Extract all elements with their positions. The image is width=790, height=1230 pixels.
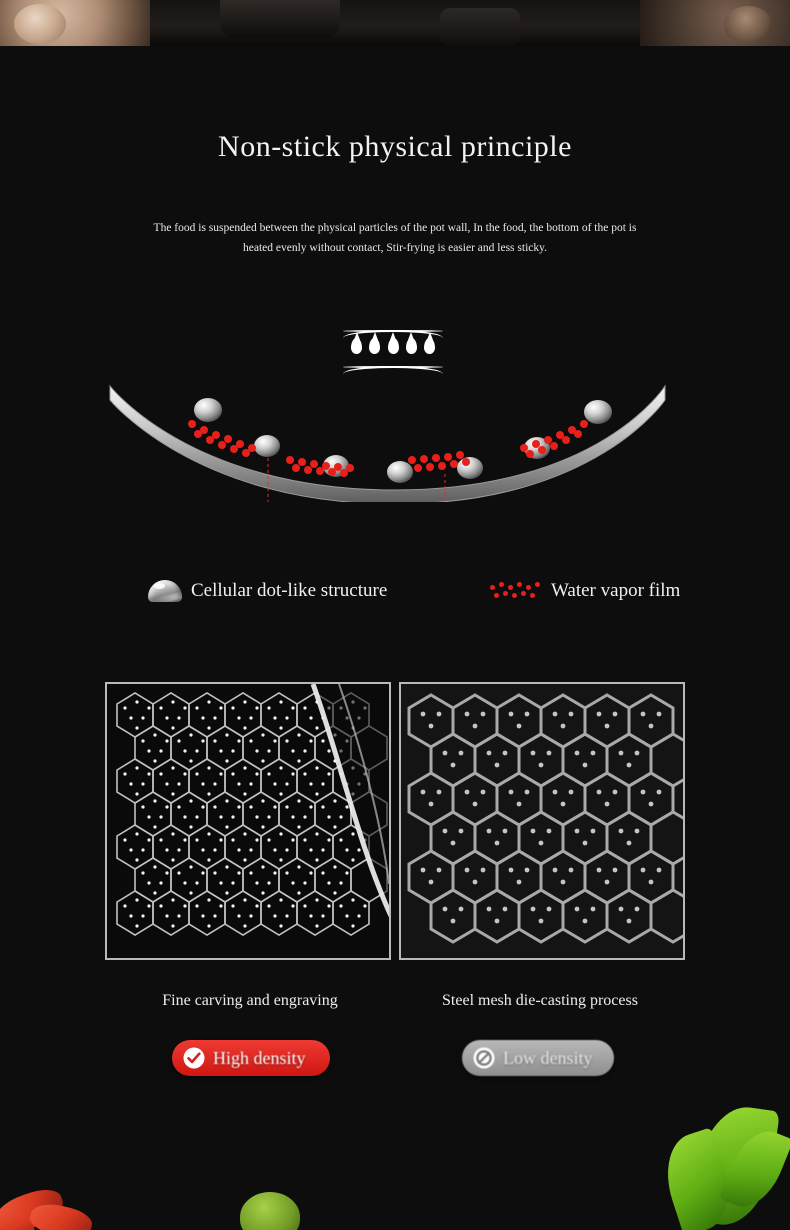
steam-drop xyxy=(406,338,417,354)
top-photo-strip xyxy=(0,0,790,46)
steam-drop xyxy=(388,338,399,354)
caption-fine-carving: Fine carving and engraving xyxy=(162,992,338,1009)
comparison-panels xyxy=(105,682,685,960)
panel-fine-carving xyxy=(105,682,391,960)
badge-high-density-label: High density xyxy=(213,1047,306,1068)
legend-label-cellular: Cellular dot-like structure xyxy=(191,580,388,601)
shrimp-photo xyxy=(0,1158,120,1230)
steam-drop xyxy=(369,338,380,354)
steam-line-bottom xyxy=(343,366,443,368)
badge-low-density-label: Low density xyxy=(503,1047,593,1068)
vegetable-photo xyxy=(240,1192,300,1230)
top-strip-left-photo xyxy=(0,0,150,46)
steam-drop-group xyxy=(351,338,435,362)
pan-cross-section-diagram xyxy=(100,382,690,502)
legend-label-vapor: Water vapor film xyxy=(551,580,681,601)
fine-carving-hex-texture xyxy=(107,684,389,958)
metal-dome-icon xyxy=(148,580,182,602)
badge-high-density xyxy=(172,1040,330,1076)
page-title: Non-stick physical principle xyxy=(218,130,572,163)
legend-item-cellular xyxy=(148,580,387,602)
herb-leaves-photo xyxy=(645,1082,780,1230)
top-strip-right-photo xyxy=(640,0,790,46)
steam-drop xyxy=(351,338,362,354)
diagram-legend xyxy=(0,580,790,622)
steel-mesh-hex-texture xyxy=(401,684,683,958)
steam-drops-icon xyxy=(343,330,443,375)
bottom-food-decoration xyxy=(0,1080,790,1230)
red-dots-icon xyxy=(490,581,542,601)
badge-low-density xyxy=(462,1040,614,1076)
check-circle-icon xyxy=(182,1046,206,1070)
steam-drop xyxy=(424,338,435,354)
page-description: The food is suspended between the physical particles of the pot wall, In the food, the bottom of the pot is heated evenly without contact, Stir-frying is easier and less sticky. xyxy=(153,222,637,255)
pan-wall xyxy=(110,386,665,502)
top-strip-center-photo xyxy=(150,0,640,46)
caption-steel-mesh: Steel mesh die-casting process xyxy=(442,992,638,1009)
panel-steel-mesh xyxy=(399,682,685,960)
ban-circle-icon xyxy=(472,1046,496,1070)
legend-item-vapor xyxy=(490,580,680,602)
